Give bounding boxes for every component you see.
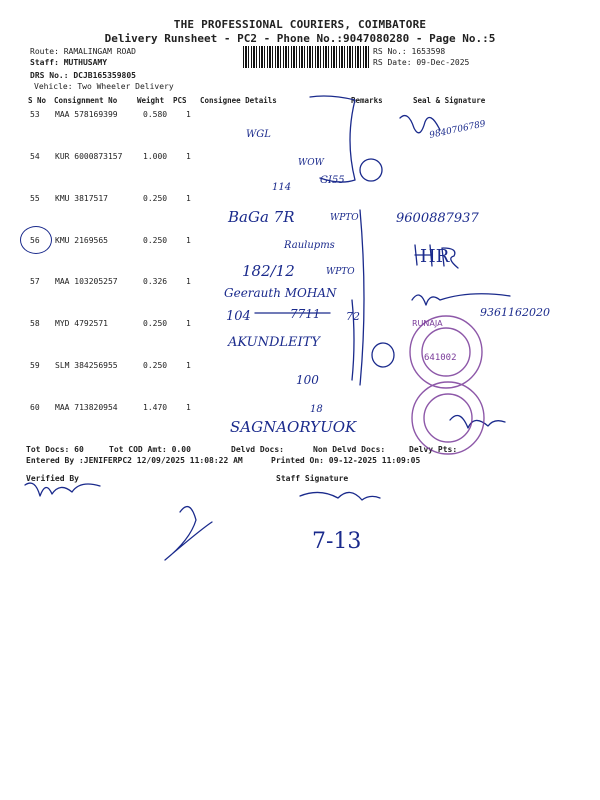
handwriting-staff-date: 7-13 xyxy=(312,529,362,554)
row-pcs: 1 xyxy=(186,361,191,370)
handwriting-r58c: 72 xyxy=(346,310,360,323)
drs-number: DRS No.: DCJB165359805 xyxy=(30,71,136,80)
circled-two-mark xyxy=(372,343,394,367)
handwriting-r55: BaGa 7R xyxy=(228,208,295,226)
entered-by: Entered By :JENIFERPC2 12/09/2025 11:08:22 AM xyxy=(26,456,243,465)
handwriting-r57a: 182/12 xyxy=(242,262,295,280)
row-consignment: KMU 3817517 xyxy=(55,194,108,203)
row-sno: 59 xyxy=(30,361,40,370)
row-weight: 0.580 xyxy=(143,110,168,119)
row-consignment: KMU 2169565 xyxy=(55,236,108,245)
handwriting-r58a: 104 xyxy=(226,309,251,324)
handwriting-r59b: 100 xyxy=(296,373,319,387)
handwriting-r56: Raulupms xyxy=(284,240,335,251)
delivery-points: Delvy Pts: xyxy=(409,445,458,454)
stamp-text: RUNAJA xyxy=(412,319,443,328)
row-pcs: 1 xyxy=(186,194,191,203)
row-pcs: 1 xyxy=(186,152,191,161)
col-seal: Seal & Signature xyxy=(413,96,486,105)
printed-on: Printed On: 09-12-2025 11:09:05 xyxy=(271,456,421,465)
row-sno: 57 xyxy=(30,277,40,286)
row-sno: 58 xyxy=(30,319,40,328)
row-consignment: MAA 103205257 xyxy=(55,277,118,286)
handwriting-r54a: WOW xyxy=(298,158,324,168)
handwriting-r57c: Geerauth MOHAN xyxy=(224,286,337,300)
row-sno: 55 xyxy=(30,194,40,203)
stamp-seal xyxy=(410,316,484,454)
row-weight: 0.250 xyxy=(143,236,168,245)
total-docs: Tot Docs: 60 xyxy=(26,445,84,454)
row-sno: 60 xyxy=(30,403,40,412)
row-sno: 53 xyxy=(30,110,40,119)
col-sno: S No xyxy=(28,96,47,105)
handwriting-r58-phone: 9361162020 xyxy=(480,306,550,319)
handwriting-r55-phone: 9600887937 xyxy=(396,211,479,226)
col-pcs: PCS xyxy=(173,96,187,105)
row-pcs: 1 xyxy=(186,110,191,119)
col-consignment: Consignment No xyxy=(54,96,118,105)
row-weight: 0.326 xyxy=(143,277,168,286)
handwriting-r53: WGL xyxy=(246,129,271,140)
row-weight: 0.250 xyxy=(143,319,168,328)
row-pcs: 1 xyxy=(186,403,191,412)
delivered-docs: Delvd Docs: xyxy=(231,445,284,454)
handwriting-r59: AKUNDLEITY xyxy=(228,335,320,350)
row-weight: 0.250 xyxy=(143,361,168,370)
handwriting-r58b: 7711 xyxy=(290,307,321,321)
document-title: THE PROFESSIONAL COURIERS, COIMBATORE xyxy=(173,18,427,31)
remarks-vertical-line xyxy=(360,210,364,385)
total-cod: Tot COD Amt: 0.00 xyxy=(109,445,191,454)
col-weight: Weight xyxy=(137,96,165,105)
row-weight: 1.470 xyxy=(143,403,168,412)
row-weight: 0.250 xyxy=(143,194,168,203)
vehicle-label: Vehicle: Two Wheeler Delivery xyxy=(34,82,174,91)
staff-label: Staff: MUTHUSAMY xyxy=(30,58,108,67)
staff-signature-label: Staff Signature xyxy=(276,474,349,483)
staff-signature xyxy=(300,492,380,500)
signature-scribble xyxy=(450,416,505,429)
handwriting-r56b: HR xyxy=(420,246,450,267)
col-remarks: Remarks xyxy=(351,96,383,105)
handwriting-r55b: WPTO xyxy=(330,213,359,223)
handwriting-r54c: GI55 xyxy=(320,175,345,186)
circled-two-mark xyxy=(360,159,382,181)
col-consignee: Consignee Details xyxy=(200,96,277,105)
handwriting-phone: 9840706789 xyxy=(428,119,487,141)
row-consignment: KUR 6000873157 xyxy=(55,152,123,161)
row-consignment: MAA 578169399 xyxy=(55,110,118,119)
rs-number: RS No.: 1653598 xyxy=(373,47,446,56)
row-pcs: 1 xyxy=(186,236,191,245)
document-subtitle: Delivery Runsheet - PC2 - Phone No.:9047080280 - Page No.:5 xyxy=(104,32,496,45)
non-delivered-docs: Non Delvd Docs: xyxy=(313,445,386,454)
row-pcs: 1 xyxy=(186,319,191,328)
row-pcs: 1 xyxy=(186,277,191,286)
handwriting-r60a: 18 xyxy=(310,404,323,415)
row-consignment: SLM 384256955 xyxy=(55,361,118,370)
rs-date: RS Date: 09-Dec-2025 xyxy=(373,58,470,67)
row-weight: 1.000 xyxy=(143,152,168,161)
row-consignment: MYD 4792571 xyxy=(55,319,108,328)
signature-scribble xyxy=(412,294,510,305)
verifier-signature xyxy=(165,507,212,560)
handwriting-r54b: 114 xyxy=(272,182,292,193)
row-consignment: MAA 713820954 xyxy=(55,403,118,412)
route-label: Route: RAMALINGAM ROAD xyxy=(30,47,136,56)
verified-signature xyxy=(25,483,100,496)
handwriting-r57b: WPTO xyxy=(326,267,355,277)
row-sno: 54 xyxy=(30,152,40,161)
verified-by-label: Verified By xyxy=(26,474,79,483)
remarks-bracket-mark xyxy=(310,96,355,182)
row-sno: 56 xyxy=(30,236,40,245)
stamp-code: 641002 xyxy=(424,353,457,363)
handwriting-r60b: SAGNAORYUOK xyxy=(230,418,357,436)
